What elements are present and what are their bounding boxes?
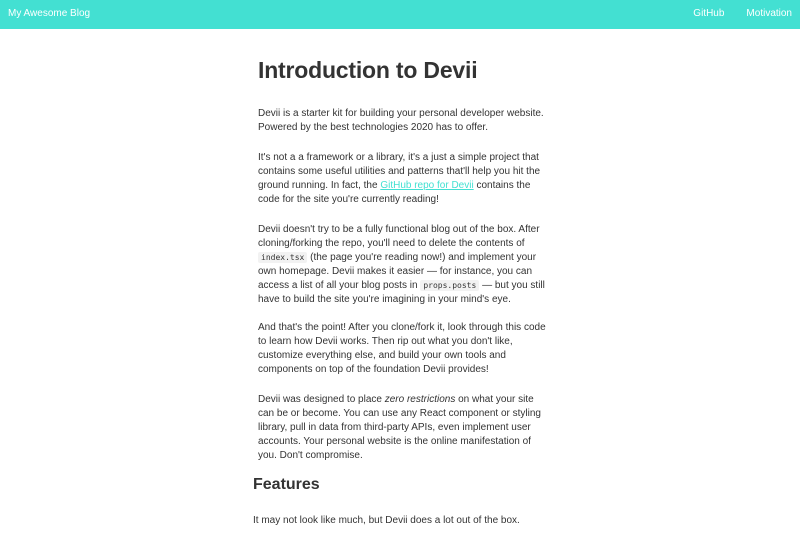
nav-links bbox=[693, 8, 792, 19]
paragraph-text: on what your site can be or become. You can use any React component or styling library, pull in data from third-party APIs, even implement user accounts. Your personal website is the online manifestation of you. Don't compromise. bbox=[258, 394, 541, 461]
brand-link[interactable]: My Awesome Blog bbox=[8, 8, 91, 19]
top-nav-bar bbox=[0, 0, 800, 29]
inline-code-index: index.tsx bbox=[258, 252, 307, 263]
paragraph-not-framework bbox=[258, 151, 548, 207]
features-heading: Features bbox=[253, 476, 320, 493]
emphasis-text: zero restrictions bbox=[384, 394, 456, 405]
nav-link-github[interactable]: GitHub bbox=[693, 8, 725, 19]
github-repo-link[interactable]: GitHub repo for Devii bbox=[380, 180, 474, 191]
paragraph-not-blog bbox=[258, 223, 548, 307]
paragraph-text: contains the code for the site you're currently reading! bbox=[258, 180, 531, 205]
article-content bbox=[258, 50, 548, 461]
paragraph-the-point: And that's the point! After you clone/fork it, look through this code to learn how Devii works. Then rip out what you don't like, customize everything else, and build your own tools and components on top of the foundation Devii provides! bbox=[258, 322, 546, 375]
paragraph-text: — but you still have to build the site you're imagining in your mind's eye. bbox=[258, 280, 545, 305]
inline-code-props-posts: props.posts bbox=[420, 280, 479, 291]
article-title: Introduction to Devii bbox=[258, 57, 478, 83]
features-section bbox=[253, 474, 553, 528]
paragraph-intro: Devii is a starter kit for building your personal developer website. Powered by the best technologies 2020 has to offer. bbox=[258, 108, 544, 133]
paragraph-zero-restrictions bbox=[258, 393, 548, 463]
features-intro: It may not look like much, but Devii does a lot out of the box. bbox=[253, 515, 520, 526]
paragraph-text: Devii doesn't try to be a fully functional blog out of the box. After cloning/forking the repo, you'll need to delete the contents of bbox=[258, 224, 540, 249]
paragraph-text: (the page you're reading now!) and implement your own homepage. Devii makes it easier — for instance, you can access a list of all your blog posts in bbox=[258, 252, 537, 291]
paragraph-text: It's not a a framework or a library, it's a just a simple project that contains some useful utilities and patterns that'll help you hit the ground running. In fact, the bbox=[258, 152, 541, 191]
nav-link-motivation[interactable]: Motivation bbox=[746, 8, 792, 19]
paragraph-text: Devii was designed to place bbox=[258, 394, 385, 405]
